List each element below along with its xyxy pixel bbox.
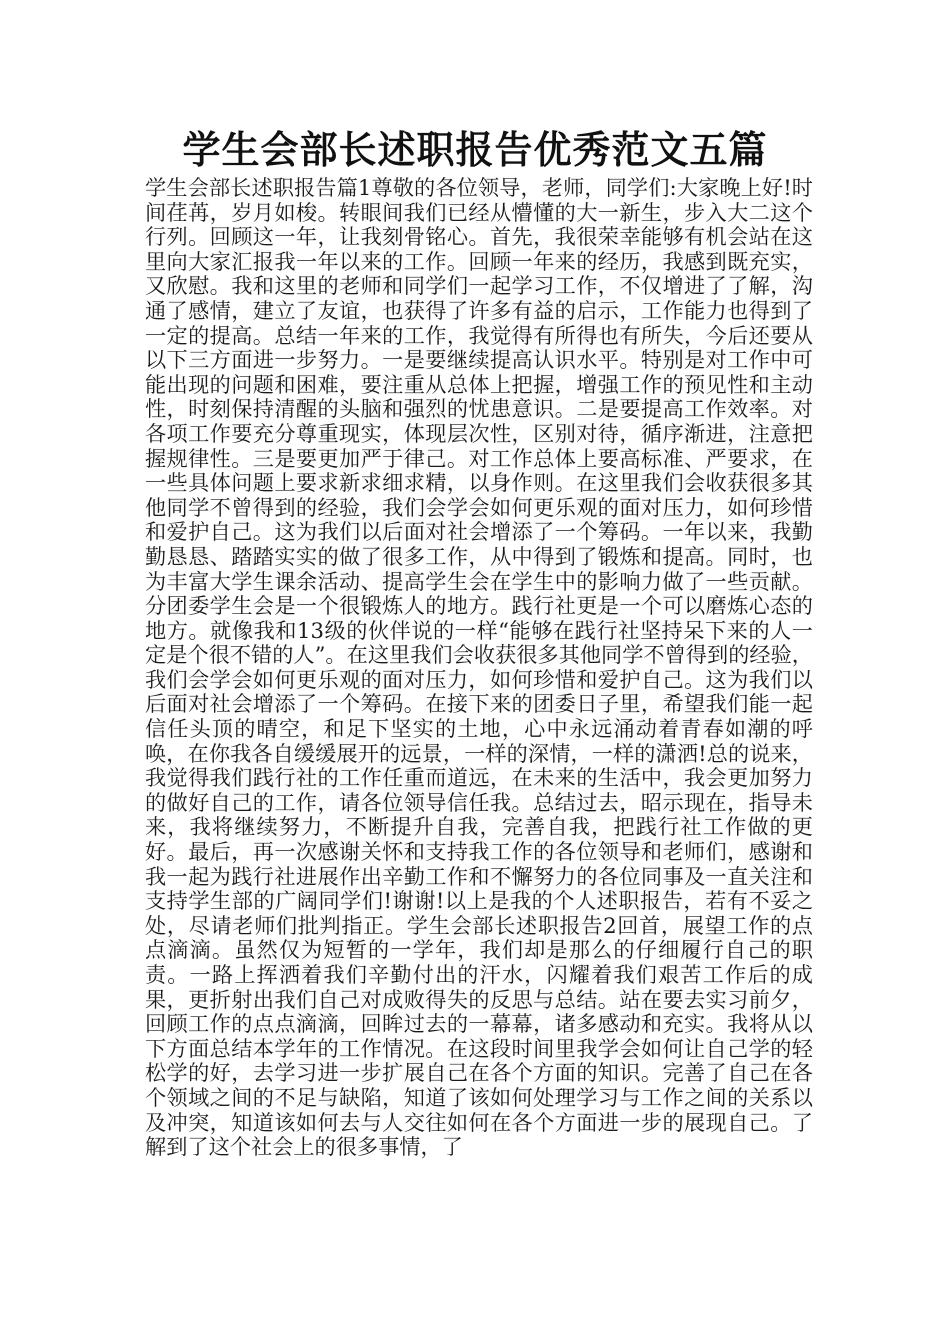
document-title: 学生会部长述职报告优秀范文五篇 xyxy=(182,128,768,172)
document-body: 学生会部长述职报告篇1尊敬的各位领导，老师，同学们:大家晚上好!时间荏苒，岁月如梭。转眼间我们已经从懵懂的大一新生，步入大二这个行列。回顾这一年，让我刻骨铭心。首先，我很荣幸能够有机会站在这里向大家汇报我一年以来的工作。回顾一年来的经历，我感到既充实，又欣慰。我和这里的老师和同学们一起学习工作，不仅增进了了解，沟通了感情，建立了友谊，也获得了许多有益的启示，工作能力也得到了一定的提高。总结一年来的工作，我觉得有所得也有所失，今后还要从以下三方面进一步努力。一是要继续提高认识水平。特别是对工作中可能出现的问题和困难，要注重从总体上把握，增强工作的预见性和主动性，时刻保持清醒的头脑和强烈的忧患意识。二是要提高工作效率。对各项工作要充分尊重现实，体现层次性，区别对待，循序渐进，注意把握规律性。三是要更加严于律己。对工作总体上要高标准、严要求，在一些具体问题上要求新求细求精，以身作则。在这里我们会收获很多其他同学不曾得到的经验，我们会学会如何更乐观的面对压力，如何珍惜和爱护自己。这为我们以后面对社会增添了一个筹码。一年以来，我勤勤恳恳、踏踏实实的做了很多工作，从中得到了锻炼和提高。同时，也为丰富大学生课余活动、提高学生会在学生中的影响力做了一些贡献。分团委学生会是一个很锻炼人的地方。践行社更是一个可以磨炼心态的地方。就像我和13级的伙伴说的一样“能够在践行社坚持呆下来的人一定是个很不错的人”。在这里我们会收获很多其他同学不曾得到的经验，我们会学会如何更乐观的面对压力，如何珍惜和爱护自己。这为我们以后面对社会增添了一个筹码。在接下来的团委日子里，希望我们能一起信任头顶的晴空，和足下坚实的土地，心中永远涌动着青春如潮的呼唤，在你我各自缓缓展开的远景，一样的深情，一样的潇洒!总的说来，我觉得我们践行社的工作任重而道远，在未来的生活中，我会更加努力的做好自己的工作，请各位领导信任我。总结过去，昭示现在，指导未来，我将继续努力，不断提升自我，完善自我，把践行社工作做的更好。最后，再一次感谢关怀和支持我工作的各位领导和老师们，感谢和我一起为践行社进展作出辛勤工作和不懈努力的各位同事及一直关注和支持学生部的广阔同学们!谢谢!以上是我的个人述职报告，若有不妥之处，尽请老师们批判指正。学生会部长述职报告2回首，展望工作的点点滴滴。虽然仅为短暂的一学年，我们却是那么的仔细履行自己的职责。一路上挥洒着我们辛勤付出的汗水，闪耀着我们艰苦工作后的成果，更折射出我们自己对成败得失的反思与总结。站在要去实习前夕，回顾工作的点点滴滴，回眸过去的一幕幕，诸多感动和充实。我将从以下方面总结本学年的工作情况。在这段时间里我学会如何让自己学的轻松学的好，去学习进一步扩展自己在各个方面的知识。完善了自己在各个领域之间的不足与缺陷，知道了该如何处理学习与工作之间的关系以及冲突，知道该如何去与人交往如何在各个方面进一步的展现自己。了解到了这个社会上的很多事情，了 xyxy=(145,175,813,1160)
